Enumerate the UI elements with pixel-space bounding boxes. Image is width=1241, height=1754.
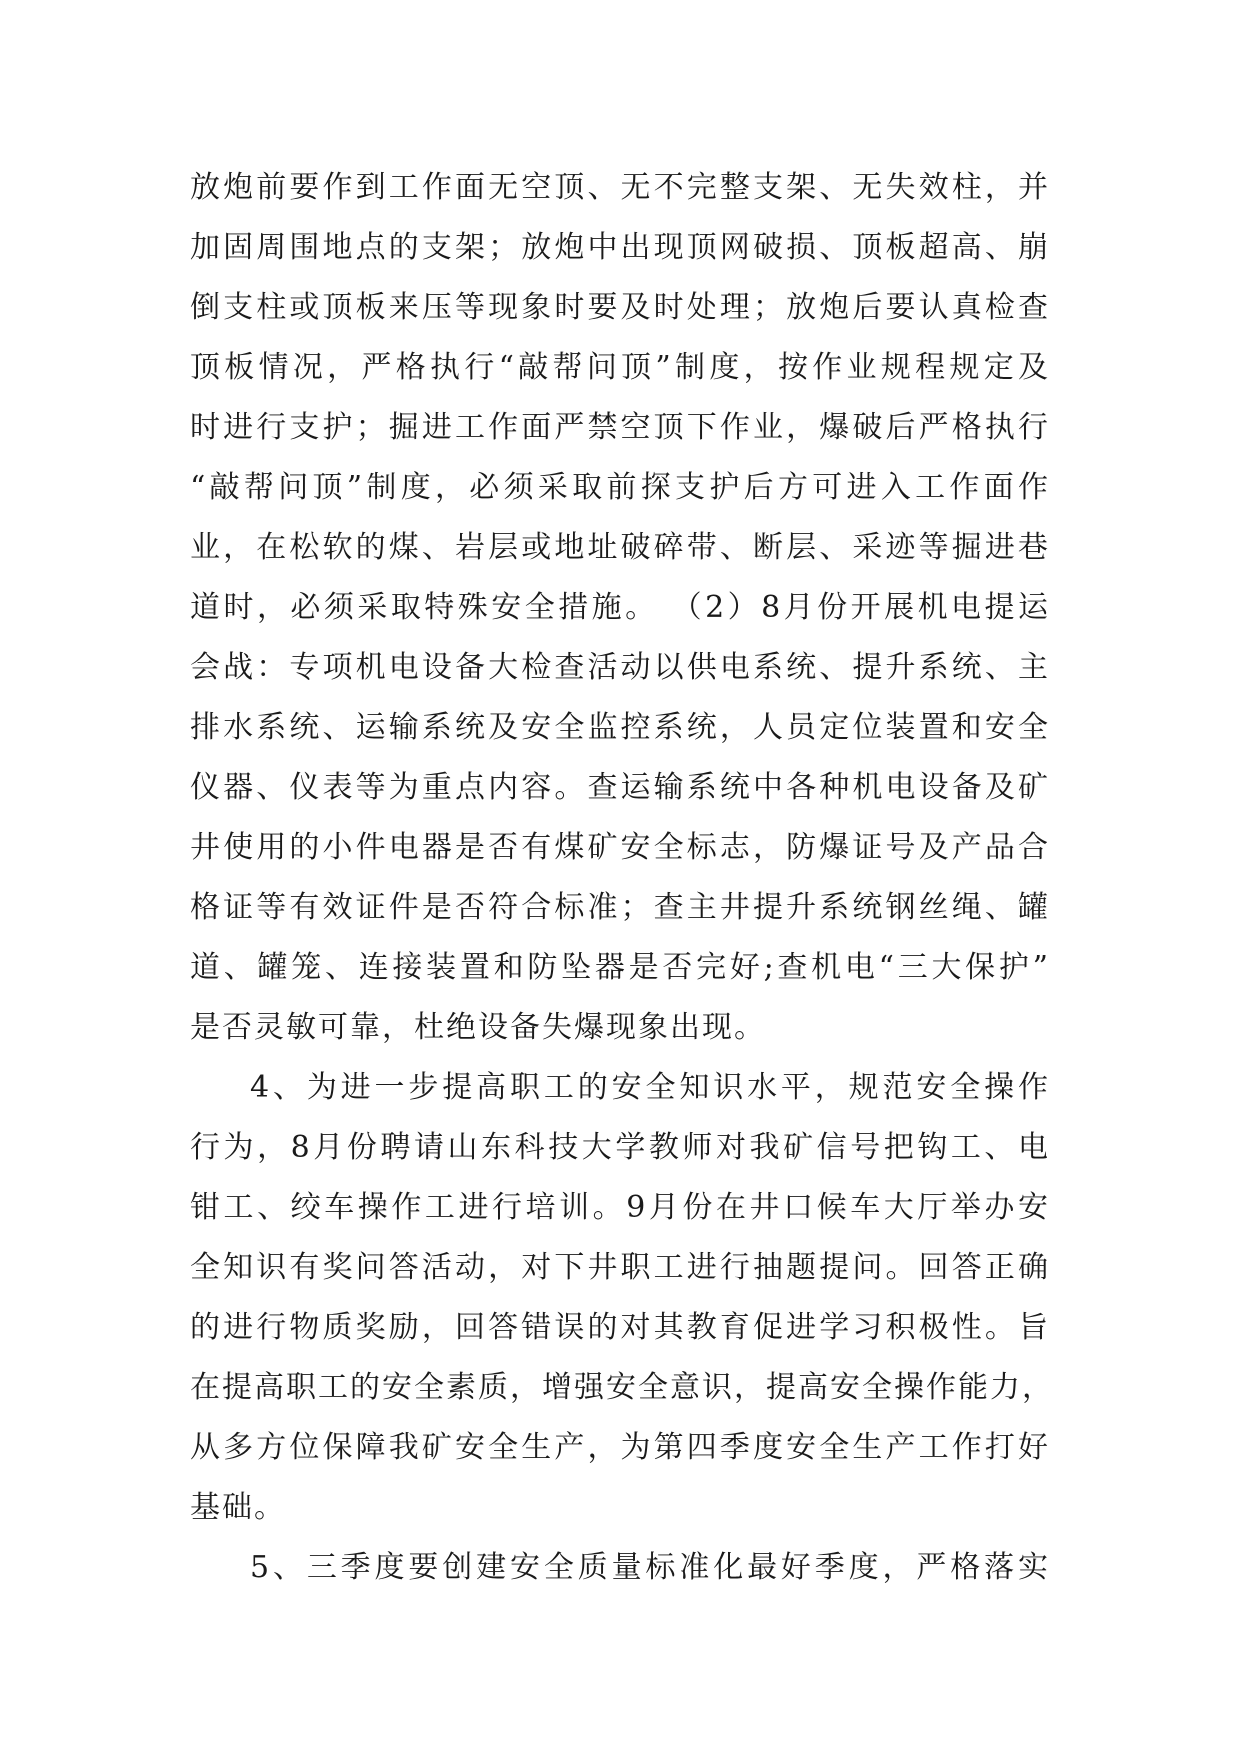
document-body <box>190 158 1054 1598</box>
text-line: 从多方位保障我矿安全生产，为第四季度安全生产工作打好 <box>190 1430 1050 1465</box>
text-line: 道、罐笼、连接装置和防坠器是否完好;查机电“三大保护” <box>190 950 1050 985</box>
text-line: 5、三季度要创建安全质量标准化最好季度，严格落实 <box>250 1550 1050 1585</box>
text-line: 4、为进一步提高职工的安全知识水平，规范安全操作 <box>250 1070 1050 1105</box>
text-line: 格证等有效证件是否符合标准；查主井提升系统钢丝绳、罐 <box>190 890 1050 925</box>
text-line: 顶板情况，严格执行“敲帮问顶”制度，按作业规程规定及 <box>190 350 1050 385</box>
text-line: 是否灵敏可靠，杜绝设备失爆现象出现。 <box>190 1010 766 1045</box>
text-line: 基础。 <box>190 1490 286 1525</box>
text-line: 行为，8月份聘请山东科技大学教师对我矿信号把钩工、电 <box>190 1130 1050 1165</box>
text-line: 时进行支护；掘进工作面严禁空顶下作业，爆破后严格执行 <box>190 410 1050 445</box>
text-line: 加固周围地点的支架；放炮中出现顶网破损、顶板超高、崩 <box>190 230 1050 265</box>
text-line: 排水系统、运输系统及安全监控系统，人员定位装置和安全 <box>190 710 1050 745</box>
text-line: 仪器、仪表等为重点内容。查运输系统中各种机电设备及矿 <box>190 770 1050 805</box>
text-line: 业，在松软的煤、岩层或地址破碎带、断层、采迹等掘进巷 <box>190 530 1050 565</box>
text-line: 会战：专项机电设备大检查活动以供电系统、提升系统、主 <box>190 650 1050 685</box>
text-line: 的进行物质奖励，回答错误的对其教育促进学习积极性。旨 <box>190 1310 1050 1345</box>
text-line: 钳工、绞车操作工进行培训。9月份在井口候车大厅举办安 <box>190 1190 1050 1225</box>
text-line: 井使用的小件电器是否有煤矿安全标志，防爆证号及产品合 <box>190 830 1050 865</box>
text-line: 道时，必须采取特殊安全措施。 （2）8月份开展机电提运 <box>190 590 1050 625</box>
text-line: 在提高职工的安全素质，增强安全意识，提高安全操作能力， <box>190 1370 1054 1405</box>
text-line: “敲帮问顶”制度，必须采取前探支护后方可进入工作面作 <box>190 470 1050 505</box>
text-line: 倒支柱或顶板来压等现象时要及时处理；放炮后要认真检查 <box>190 290 1050 325</box>
text-line: 全知识有奖问答活动，对下井职工进行抽题提问。回答正确 <box>190 1250 1050 1285</box>
text-line: 放炮前要作到工作面无空顶、无不完整支架、无失效柱，并 <box>190 170 1050 205</box>
